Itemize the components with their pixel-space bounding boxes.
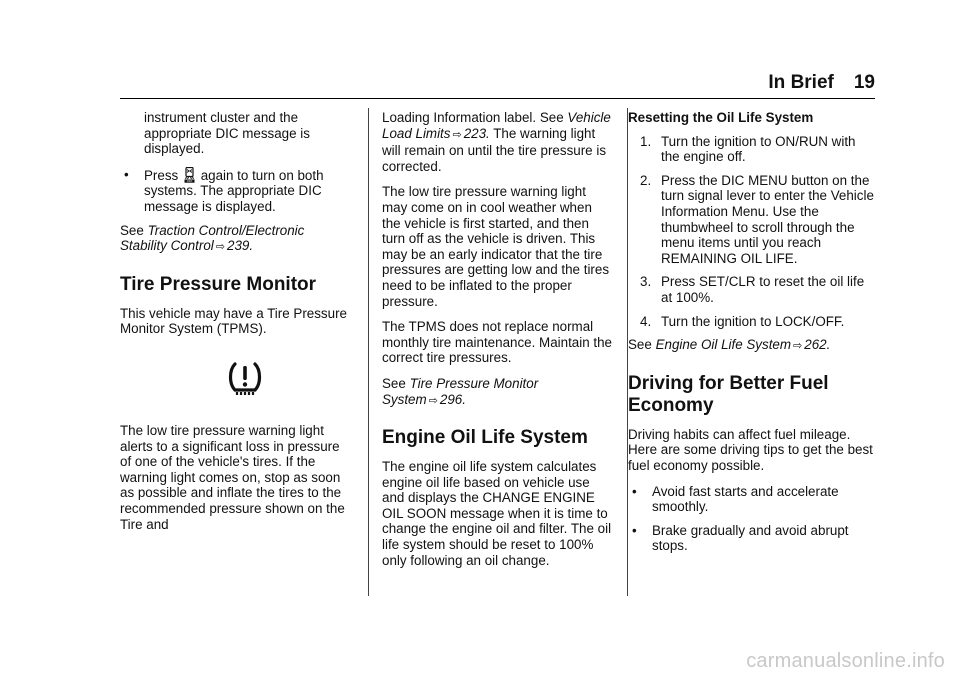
cross-ref-page[interactable]: 262. — [804, 337, 831, 353]
bullet-text: Brake gradually and avoid abrupt stops. — [652, 522, 849, 554]
bullet-post: again to turn on both systems. The appropriate DIC message is displayed. — [144, 167, 324, 214]
bullet-dot: • — [124, 166, 129, 182]
paragraph: The TPMS does not replace normal monthly tire maintenance. Maintain the correct tire pressures. — [382, 319, 612, 366]
column-3 — [628, 110, 876, 562]
bullet-text: Avoid fast starts and accelerate smoothly. — [652, 483, 839, 515]
page-arrow-icon: ⇨ — [428, 394, 438, 407]
page-number: 19 — [853, 72, 875, 93]
see-reference — [628, 337, 876, 355]
column-1 — [120, 110, 354, 542]
see-word: See — [382, 375, 406, 391]
step-text: Turn the ignition to LOCK/OFF. — [661, 313, 845, 329]
tire-pressure-warning-icon — [228, 361, 262, 397]
paragraph-lead: Loading Information label. See — [382, 110, 564, 125]
paragraph-tail: The warning light will remain on until the tire pressure is corrected. — [382, 125, 607, 174]
bullet-item — [628, 523, 876, 554]
step-text: Press SET/CLR to reset the oil life at 100%. — [661, 274, 865, 305]
bullet-dot: • — [632, 522, 637, 538]
bullet-pre: Press — [144, 167, 179, 183]
bullet-item — [120, 167, 354, 215]
step-text: Turn the ignition to ON/RUN with the engine off. — [661, 133, 856, 165]
bullet-dot: • — [632, 483, 637, 499]
numbered-step — [628, 314, 876, 330]
traction-control-off-icon — [184, 167, 195, 183]
cross-ref-link[interactable]: Vehicle Load Limits — [382, 110, 611, 141]
section-heading: Engine Oil Life System — [382, 427, 588, 449]
page-arrow-icon: ⇨ — [452, 128, 462, 141]
paragraph: Driving habits can affect fuel mileage. Here are some driving tips to get the best fuel economy possible. — [628, 426, 873, 473]
see-word: See — [628, 337, 652, 353]
section-heading: Driving for Better Fuel Economy — [628, 372, 829, 416]
cross-ref-link[interactable]: Traction Control/Electronic Stability Control — [120, 222, 305, 254]
column-divider-1 — [368, 108, 369, 596]
header-rule — [120, 98, 875, 99]
see-word: See — [120, 222, 144, 238]
step-number: 1. — [640, 133, 652, 149]
step-number: 2. — [640, 172, 652, 188]
paragraph: The low tire pressure warning light may come on in cool weather when the vehicle is first started, and then turn off as the vehicle is driven. This may be an early indicator that the tire pressures are getting low and the tires need to be inflated to the proper pressure. — [382, 184, 610, 309]
bullet-item — [628, 484, 876, 515]
numbered-step — [628, 274, 876, 305]
section-heading: Tire Pressure Monitor — [120, 273, 317, 295]
paragraph: The engine oil life system calculates engine oil life based on vehicle use and displays the CHANGE ENGINE OIL SOON message when it is time to change the engine oil and filter. The oil life system should be reset to 100% only following an oil change. — [382, 459, 612, 568]
cross-ref-page[interactable]: 296. — [439, 391, 466, 407]
paragraph: The low tire pressure warning light alerts to a significant loss in pressure of one of the vehicle's tires. If the warning light comes on, stop as soon as possible and inflate the tires to the recommended pressure shown on the Tire and — [120, 422, 345, 532]
numbered-step — [628, 134, 876, 165]
cross-ref-link[interactable]: Tire Pressure Monitor System — [382, 375, 539, 407]
cross-ref-page[interactable]: 223. — [463, 125, 490, 141]
page-arrow-icon: ⇨ — [793, 340, 803, 353]
watermark: carmanualsonline.info — [746, 650, 945, 672]
paragraph: This vehicle may have a Tire Pressure Monitor System (TPMS). — [120, 305, 347, 337]
cross-ref-link[interactable]: Engine Oil Life System — [655, 337, 792, 353]
continued-text: instrument cluster and the appropriate DIC message is displayed. — [144, 110, 310, 157]
paragraph — [382, 110, 614, 174]
cross-ref-page[interactable]: 239. — [227, 238, 254, 254]
column-2 — [382, 110, 614, 578]
section-title: In Brief — [768, 72, 834, 93]
step-number: 3. — [640, 274, 652, 290]
step-number: 4. — [640, 313, 652, 329]
step-text: Press the DIC MENU button on the turn signal lever to enter the Vehicle Information Menu. Use the thumbwheel to scroll through the menu items until you reach REMAINING OIL LIFE. — [661, 172, 874, 266]
page-header — [120, 72, 875, 98]
numbered-step — [628, 173, 876, 267]
see-reference — [382, 376, 614, 409]
subheading: Resetting the Oil Life System — [628, 110, 814, 125]
see-reference — [120, 223, 354, 256]
svg-text:OFF: OFF — [186, 178, 193, 183]
page-arrow-icon: ⇨ — [215, 241, 225, 254]
